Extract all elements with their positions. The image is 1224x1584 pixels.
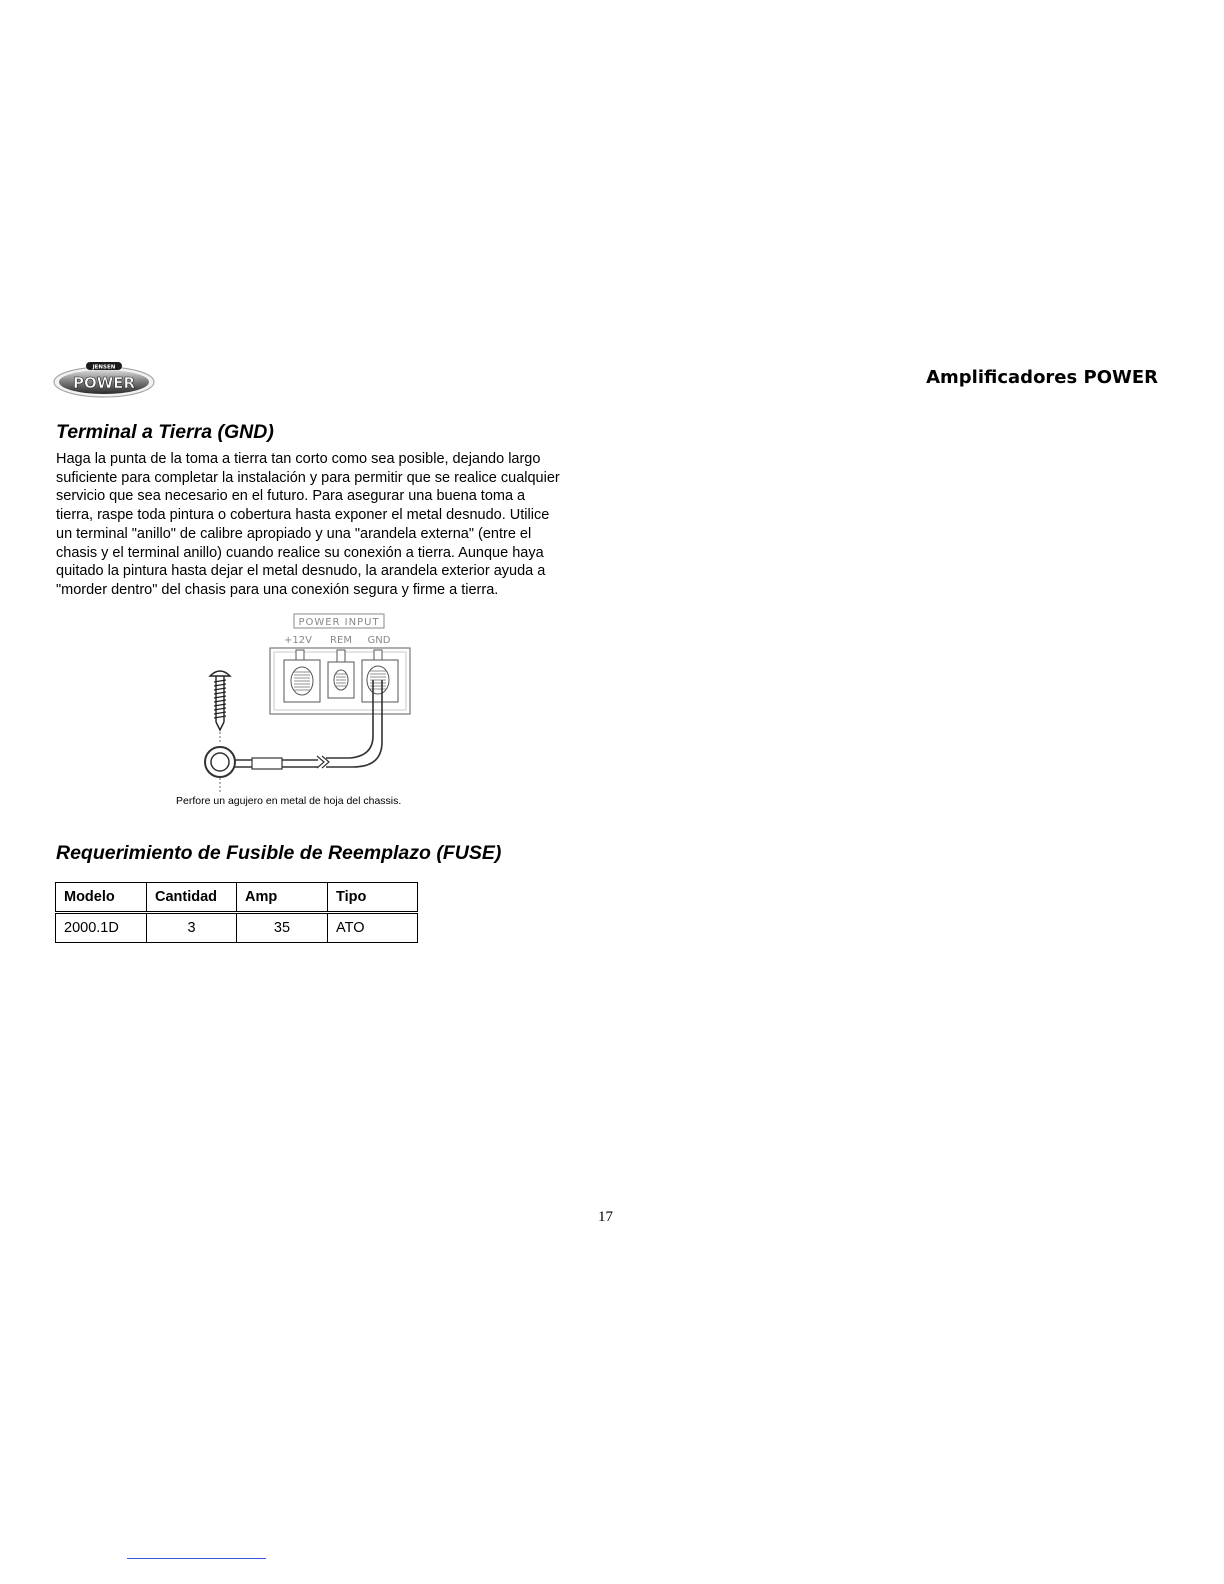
jensen-power-logo [52,358,156,400]
page-number: 17 [598,1209,613,1225]
table-header-row [56,883,418,913]
cell-amp: 35 [237,913,328,943]
svg-text:JENSEN: JENSEN [92,364,116,371]
column-header-amp: Amp [237,883,328,913]
fuse-section-title: Requerimiento de Fusible de Reemplazo (FUSE) [56,842,502,864]
fuse-table [55,882,418,943]
body-line: chasis y el terminal anillo) cuando realice su conexión a tierra. Aunque haya [56,544,544,561]
terminal-label-12v: +12V [284,635,312,646]
column-header-tipo: Tipo [328,883,418,913]
body-line: Haga la punta de la toma a tierra tan corto como sea posible, dejando largo [56,451,541,467]
cell-tipo: ATO [328,913,418,943]
body-line: "morder dentro" del chasis para una conexión segura y firme a tierra. [56,581,499,598]
terminal-label-rem: REM [330,635,352,646]
header-title: Amplificadores POWER [926,367,1158,388]
terminal-label-gnd: GND [367,635,391,646]
cell-cantidad: 3 [147,913,237,943]
ring-terminal-icon [205,747,318,777]
body-line: quitado la pintura hasta dejar el metal desnudo, la arandela exterior ayuda a [56,563,546,580]
body-line: tierra, raspe toda pintura o cobertura hasta exponer el metal desnudo. Utilice [56,507,550,524]
table-row [56,913,418,943]
gnd-body-text [56,450,596,600]
column-header-modelo: Modelo [56,883,147,913]
ground-wiring-diagram [190,610,430,802]
power-input-label: POWER INPUT [298,617,380,628]
cell-modelo: 2000.1D [56,913,147,943]
body-line: servicio que sea necesario en el futuro. Para asegurar una buena toma a [56,488,526,505]
body-line: un terminal "anillo" de calibre apropiado y una "arandela externa" (entre el [56,525,532,542]
svg-text:POWER: POWER [72,374,136,392]
diagram-caption: Perfore un agujero en metal de hoja del chassis. [176,795,402,807]
column-header-cantidad: Cantidad [147,883,237,913]
body-line: suficiente para completar la instalación y para permitir que se realice cualquier [56,469,560,486]
footer-rule [127,1558,266,1559]
gnd-section-title: Terminal a Tierra (GND) [56,421,274,443]
